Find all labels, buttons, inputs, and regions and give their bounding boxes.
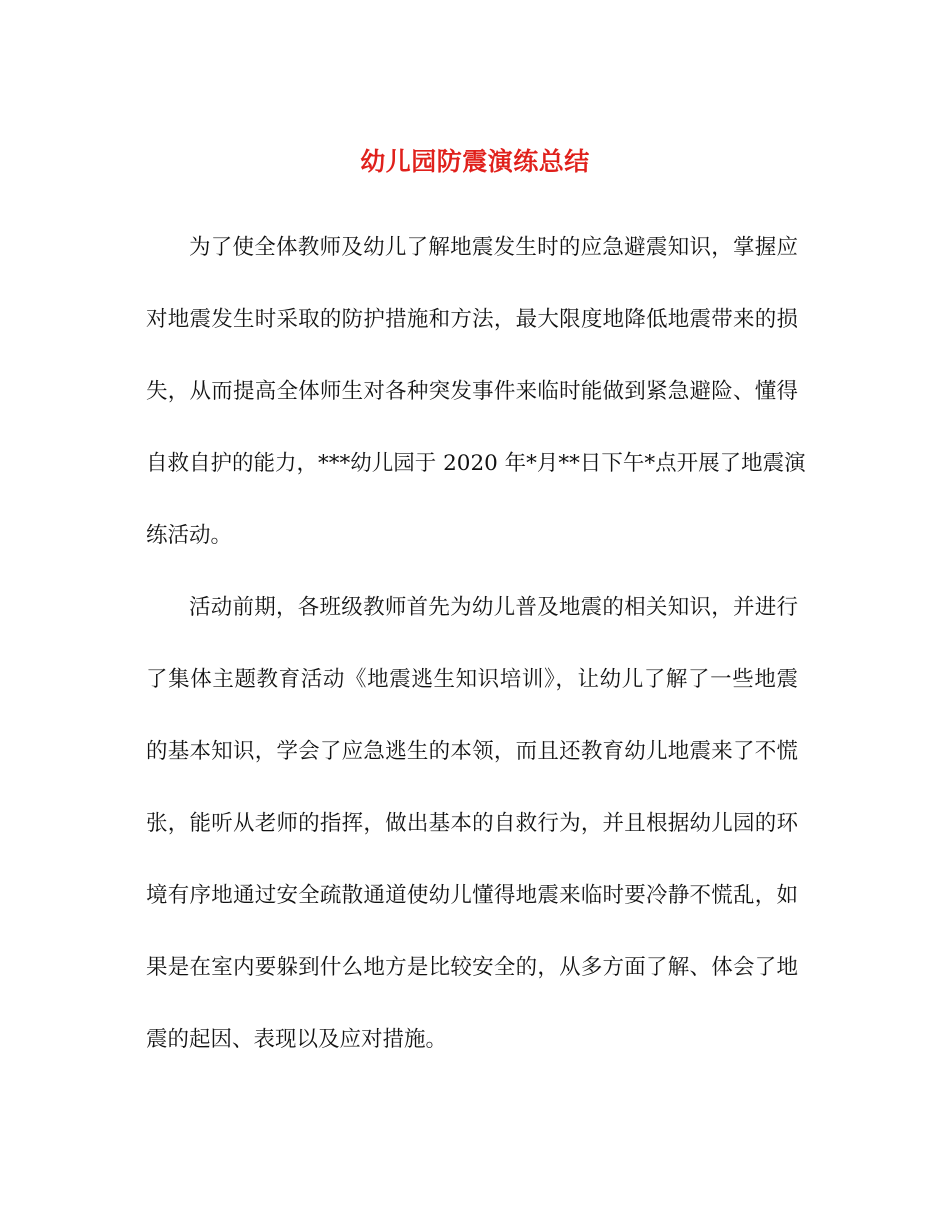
paragraph-line: 了集体主题教育活动《地震逃生知识培训》，让幼儿了解了一些地震 bbox=[146, 667, 798, 692]
paragraph-line: 张，能听从老师的指挥，做出基本的自救行为，并且根据幼儿园的环 bbox=[146, 811, 798, 836]
paragraph-line: 练活动。 bbox=[146, 523, 233, 548]
paragraph-line: 境有序地通过安全疏散通道使幼儿懂得地震来临时要冷静不慌乱，如 bbox=[146, 883, 798, 908]
document-body bbox=[146, 228, 806, 1092]
paragraph-line: 活动前期，各班级教师首先为幼儿普及地震的相关知识，并进行 bbox=[189, 595, 798, 620]
paragraph-line: 对地震发生时采取的防护措施和方法，最大限度地降低地震带来的损 bbox=[146, 307, 798, 332]
paragraph-line: 为了使全体教师及幼儿了解地震发生时的应急避震知识，掌握应 bbox=[189, 235, 798, 260]
document-title: 幼儿园防震演练总结 bbox=[360, 147, 590, 176]
paragraph-line: 的基本知识，学会了应急逃生的本领，而且还教育幼儿地震来了不慌 bbox=[146, 739, 798, 764]
paragraph-line: 自救自护的能力，***幼儿园于 2020 年*月**日下午*点开展了地震演 bbox=[146, 451, 806, 476]
paragraph-2 bbox=[146, 588, 798, 1092]
paragraph-line: 震的起因、表现以及应对措施。 bbox=[146, 1027, 448, 1052]
paragraph-line: 失，从而提高全体师生对各种突发事件来临时能做到紧急避险、懂得 bbox=[146, 379, 798, 404]
paragraph-1 bbox=[146, 228, 806, 588]
paragraph-line: 果是在室内要躲到什么地方是比较安全的，从多方面了解、体会了地 bbox=[146, 955, 798, 980]
